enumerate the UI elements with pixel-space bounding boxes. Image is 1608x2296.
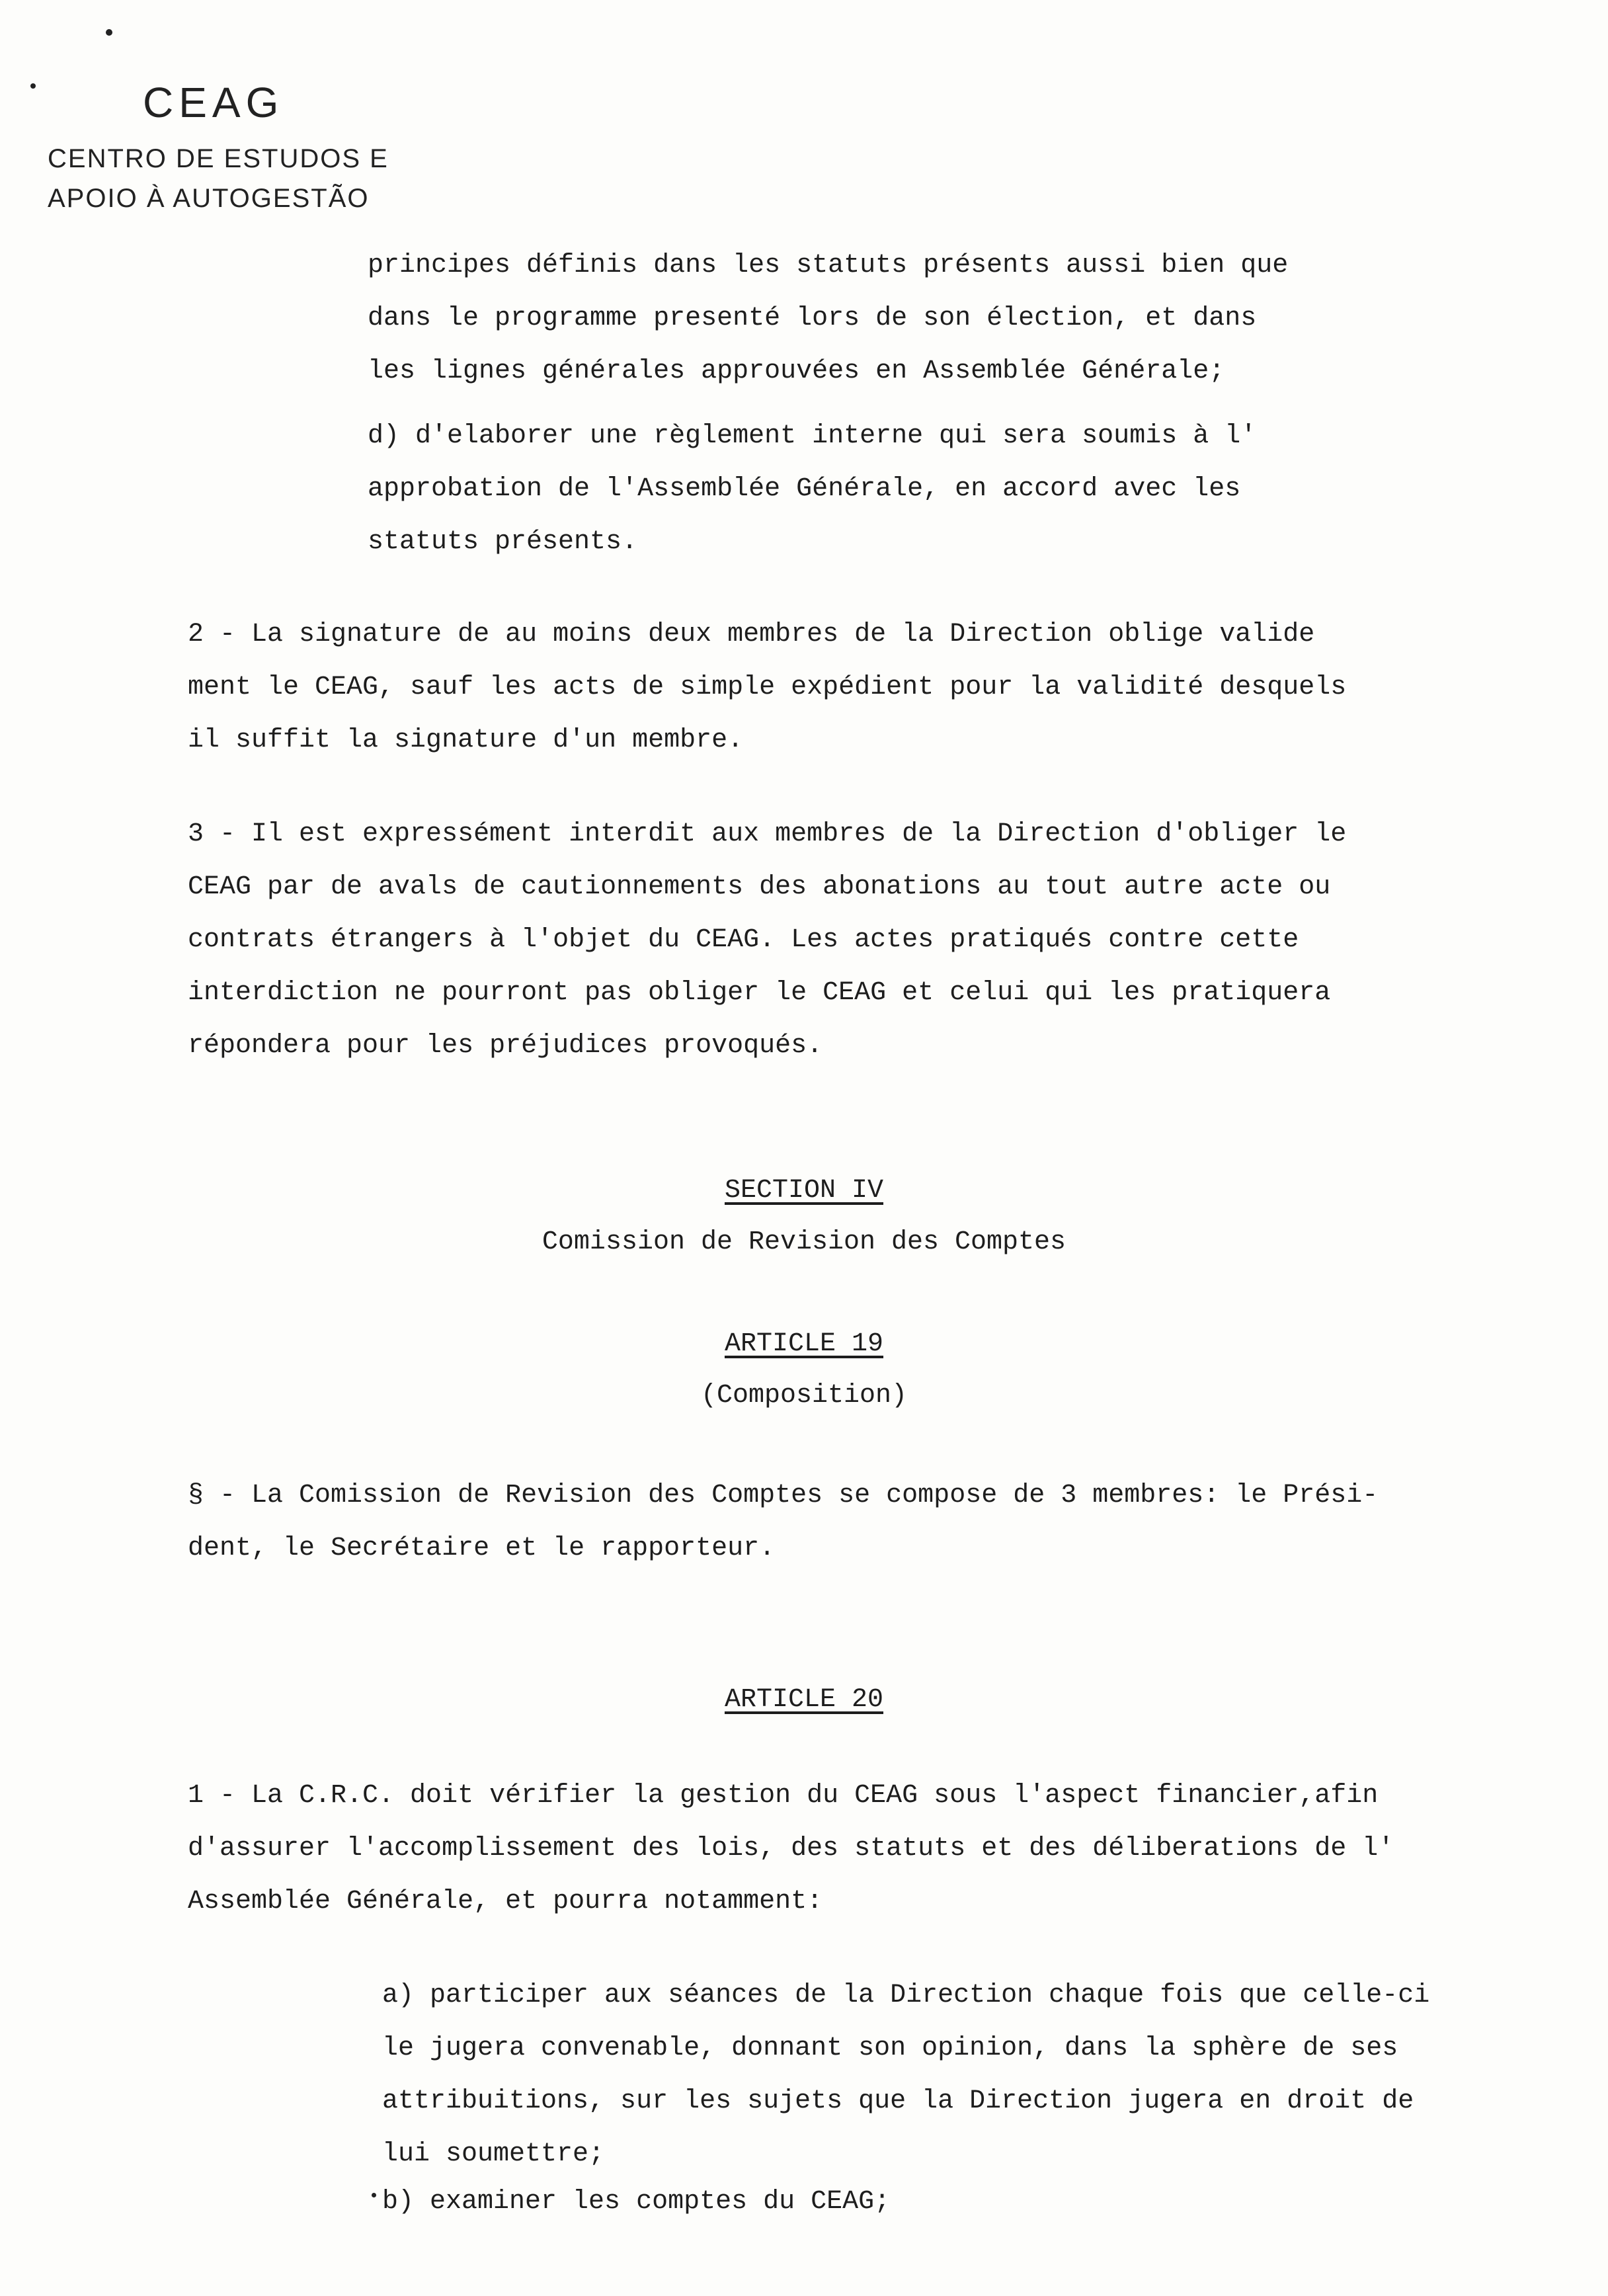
article-19-subtitle: (Composition) <box>700 1381 908 1411</box>
article-19-title: ARTICLE 19 <box>724 1329 884 1359</box>
article-20-item-b: b) examiner les comptes du CEAG; <box>382 2187 891 2217</box>
scan-speck <box>106 29 112 36</box>
organization-name: CEAG <box>143 79 284 126</box>
scan-speck <box>30 83 36 89</box>
article-19-text: § - La Comission de Revision des Comptes se compose de 3 membres: le Prési- dent, le Secrétaire et le rapporteur. <box>188 1481 1379 1563</box>
section-title: SECTION IV <box>724 1176 884 1206</box>
article-20-item-a: a) participer aux séances de la Direction chaque fois que celle-ci le jugera convenable, donnant son opinion, dans la sphère de ses attribuitions, sur les sujets que la Direction jugera en droit de lui soumettre; <box>382 1981 1430 2169</box>
paragraph-item-d: d) d'elaborer une règlement interne qui sera soumis à l' approbation de l'Assemblée Générale, en accord avec les statuts présents. <box>368 421 1257 557</box>
scan-speck <box>372 2193 376 2197</box>
paragraph-3: 3 - Il est expressément interdit aux membres de la Direction d'obliger le CEAG par de avals de cautionnements des abonations au tout autre acte ou contrats étrangers à l'objet du CEAG. Les actes pratiqués contre cette interdiction ne pourront pas obliger le CEAG et celui qui les pratiquera répondera pour les préjudices provoqués. <box>188 819 1347 1061</box>
paragraph-continuation: principes définis dans les statuts présents aussi bien que dans le programme presenté lors de son élection, et dans les lignes générales approuvées en Assemblée Générale; <box>368 251 1289 386</box>
section-subtitle: Comission de Revision des Comptes <box>542 1227 1066 1257</box>
paragraph-2: 2 - La signature de au moins deux membres de la Direction oblige valide ment le CEAG, sauf les acts de simple expédient pour la validité desquels il suffit la signature d'un membre. <box>188 620 1347 755</box>
organization-line-2: APOIO À AUTOGESTÃO <box>48 184 370 213</box>
organization-line-1: CENTRO DE ESTUDOS E <box>48 144 389 173</box>
article-20-paragraph-1: 1 - La C.R.C. doit vérifier la gestion du CEAG sous l'aspect financier,afin d'assurer l'accomplissement des lois, des statuts et des déliberations de l' Assemblée Générale, et pourra notamment: <box>188 1781 1394 1916</box>
article-20-title: ARTICLE 20 <box>724 1685 884 1715</box>
